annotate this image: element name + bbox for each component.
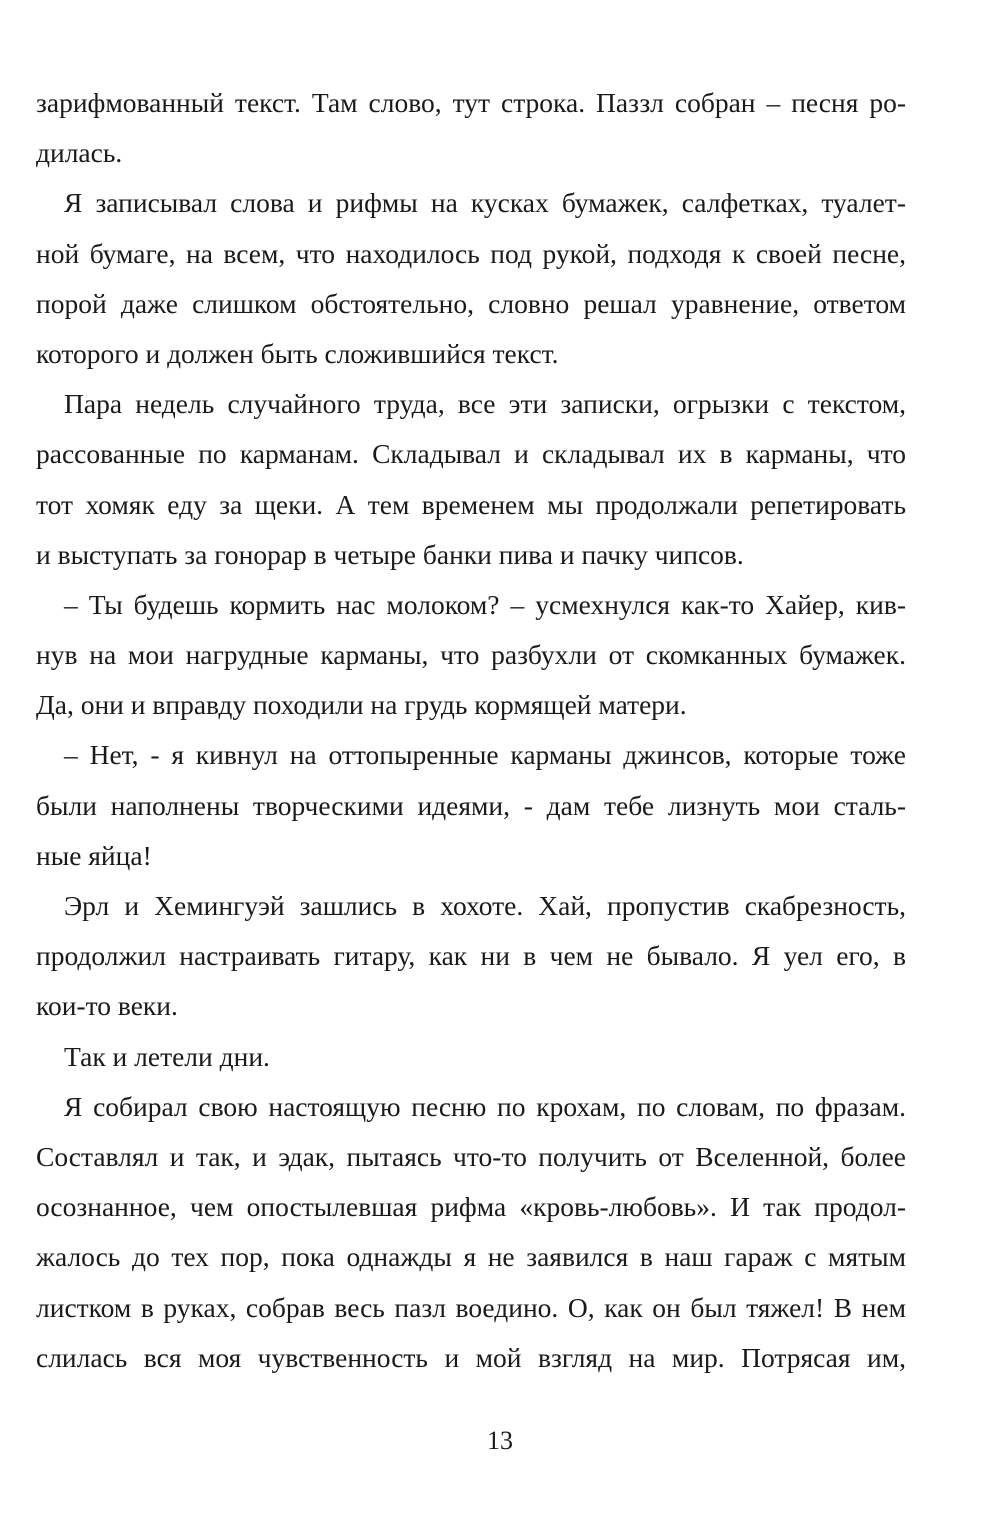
text-line: осознанное, чем опостылевшая рифма «кровь-любовь». И так продол- [36,1191,906,1223]
text-line: которого и должен быть сложившийся текст. [36,337,559,369]
text-line: продолжил настраивать гитару, как ни в чем не бывало. Я уел его, в [36,940,906,972]
text-line: Я записывал слова и рифмы на кусках бумажек, салфетках, туалет- [64,187,906,219]
text-line: нув на мои нагрудные карманы, что разбухли от скомканных бумажек. [36,639,906,671]
text-line: рассованные по карманам. Складывал и складывал их в карманы, что [36,438,906,470]
text-line: – Ты будешь кормить нас молоком? – усмехнулся как-то Хайер, кив- [64,588,906,620]
text-line: Я собирал свою настоящую песню по крохам, по словам, по фразам. [64,1090,906,1122]
page-number: 13 [487,1426,513,1455]
text-line: Пара недель случайного труда, все эти записки, огрызки с текстом, [64,388,906,420]
text-line: слилась вся моя чувственность и мой взгляд на мир. Потрясая им, [36,1341,906,1373]
text-line: Эрл и Хемингуэй зашлись в хохоте. Хай, пропустив скабрезность, [64,890,906,921]
text-line: Да, они и вправду походили на грудь кормящей матери. [36,689,687,721]
text-line: кои-то веки. [36,990,178,1022]
text-line: тот хомяк еду за щеки. А тем временем мы продолжали репетировать [36,488,906,520]
text-line: были наполнены творческими идеями, - дам тебе лизнуть мои сталь- [36,789,906,821]
text-line: жалось до тех пор, пока однажды я не заявился в наш гараж с мятым [36,1241,906,1273]
body-text [36,78,906,1383]
text-line: листком в руках, собрав весь пазл воедино. О, как он был тяжел! В нем [36,1291,906,1323]
text-line: Составлял и так, и эдак, пытаясь что-то получить от Вселенной, более [36,1140,906,1172]
text-line: порой даже слишком обстоятельно, словно решал уравнение, ответом [36,287,906,319]
text-line: – Нет, - я кивнул на оттопыренные карманы джинсов, которые тоже [64,739,906,771]
text-line: зарифмованный текст. Там слово, тут строка. Паззл собран – песня ро- [36,87,906,118]
text-line: ные яйца! [36,839,152,871]
text-line: дилась. [36,137,123,169]
text-line: Так и летели дни. [64,1040,270,1072]
text-line: и выступать за гонорар в четыре банки пива и пачку чипсов. [36,538,744,570]
text-line: ной бумаге, на всем, что находилось под рукой, подходя к своей песне, [36,237,906,269]
